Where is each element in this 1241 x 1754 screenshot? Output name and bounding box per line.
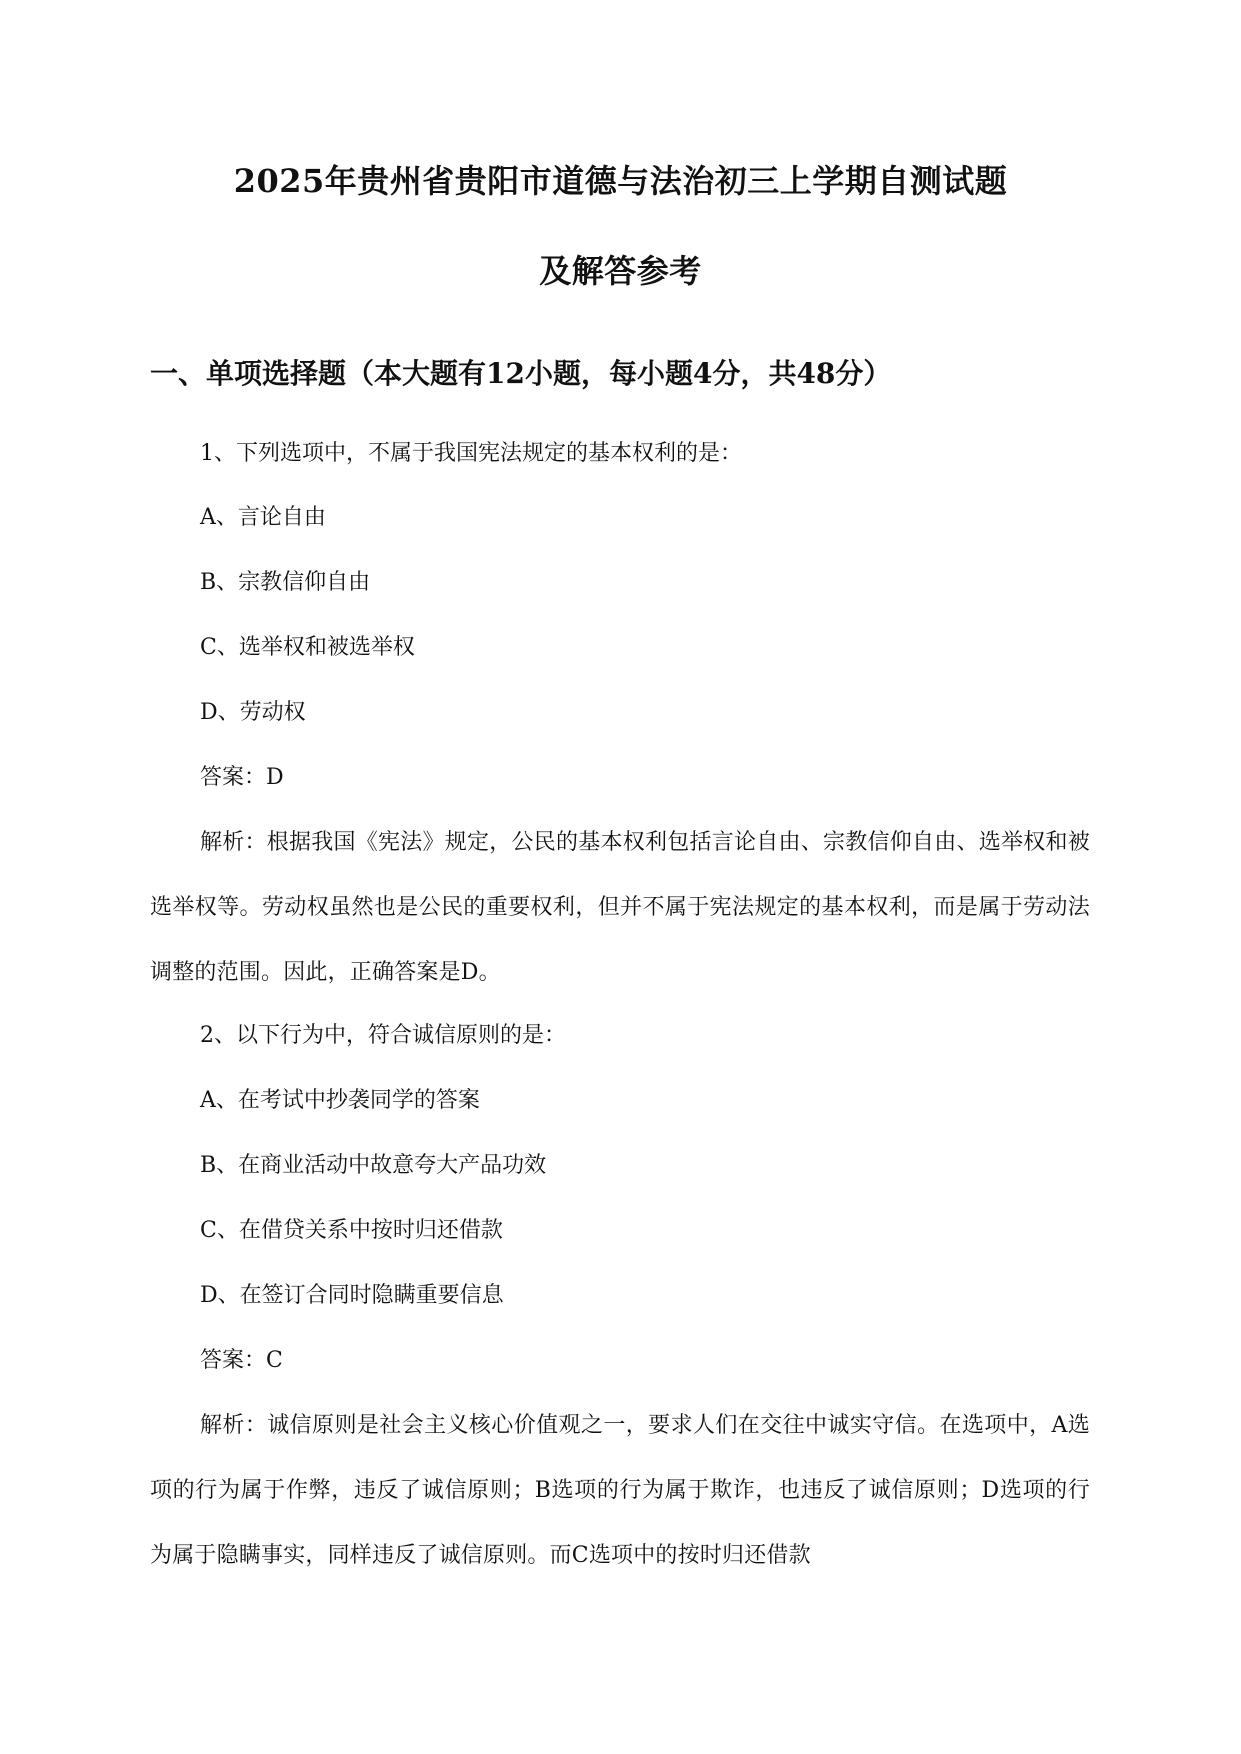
question-2-option-b: B、在商业活动中故意夸大产品功效 — [200, 1153, 547, 1178]
question-1-option-a: A、言论自由 — [200, 505, 326, 530]
document-subtitle: 及解答参考 — [539, 252, 702, 290]
question-2-answer: 答案：C — [200, 1348, 283, 1373]
question-1-analysis: 解析：根据我国《宪法》规定，公民的基本权利包括言论自由、宗教信仰自由、选举权和被选举权等。劳动权虽然也是公民的重要权利，但并不属于宪法规定的基本权利，而是属于劳动法调整的范围。因此，正确答案是D。 — [150, 830, 1090, 985]
question-1-answer: 答案：D — [200, 765, 284, 790]
question-1-option-d: D、劳动权 — [200, 700, 306, 725]
document-title: 2025年贵州省贵阳市道德与法治初三上学期自测试题 — [233, 162, 1008, 200]
section-heading: 一、单项选择题（本大题有12小题，每小题4分，共48分） — [150, 357, 892, 390]
question-2-option-c: C、在借贷关系中按时归还借款 — [200, 1218, 503, 1243]
question-1-stem: 1、下列选项中，不属于我国宪法规定的基本权利的是： — [200, 441, 742, 466]
question-2-stem: 2、以下行为中，符合诚信原则的是： — [200, 1023, 566, 1048]
question-2-option-a: A、在考试中抄袭同学的答案 — [200, 1088, 480, 1113]
question-1-option-b: B、宗教信仰自由 — [200, 570, 371, 595]
question-1-option-c: C、选举权和被选举权 — [200, 635, 415, 660]
question-2-option-d: D、在签订合同时隐瞒重要信息 — [200, 1283, 504, 1308]
question-2-analysis: 解析：诚信原则是社会主义核心价值观之一，要求人们在交往中诚实守信。在选项中，A选项的行为属于作弊，违反了诚信原则；B选项的行为属于欺诈，也违反了诚信原则；D选项的行为属于隐瞒事实，同样违反了诚信原则。而C选项中的按时归还借款 — [150, 1413, 1090, 1568]
